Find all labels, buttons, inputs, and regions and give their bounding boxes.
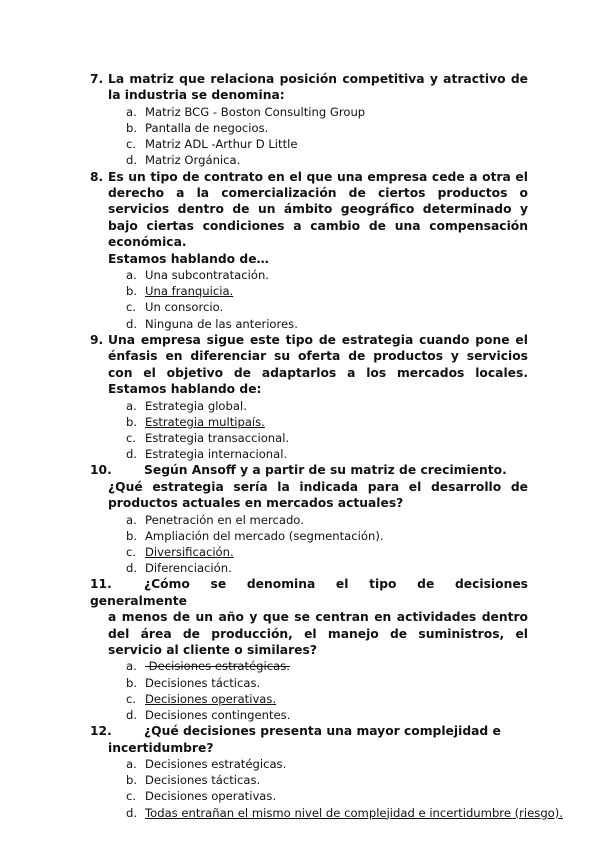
question-text <box>90 723 528 756</box>
question-8 <box>90 169 528 332</box>
option-text-struck: Decisiones estratégicas. <box>145 659 290 674</box>
question-10 <box>90 462 528 576</box>
option-text: Decisiones contingentes. <box>145 707 291 722</box>
option-b <box>126 283 528 299</box>
option-text: Penetración en el mercado. <box>145 512 304 527</box>
option-b <box>126 528 528 544</box>
option-letter: c. <box>126 430 137 445</box>
option-d <box>126 446 528 462</box>
option-letter: d. <box>126 707 138 722</box>
option-letter: b. <box>126 528 138 543</box>
option-letter: d. <box>126 447 138 462</box>
question-statement-rest: ¿Qué estrategia sería la indicada para el desarrollo de productos actuales en mercados actuales? <box>108 479 528 511</box>
option-text-selected: Decisiones operativas. <box>145 691 277 706</box>
question-11 <box>90 576 528 723</box>
option-text: Estrategia global. <box>145 398 247 413</box>
question-number: 11. <box>90 577 112 592</box>
question-statement: Una empresa sigue este tipo de estrategia cuando pone el énfasis en diferenciar su oferta de productos y servicios con el objetivo de adaptarlos a los mercados locales. Estamos hablando de: <box>108 332 528 397</box>
question-text <box>90 332 528 398</box>
question-9 <box>90 332 528 462</box>
option-list <box>90 398 528 463</box>
option-text-selected: Una franquicia. <box>145 284 234 299</box>
question-statement-first-line: ¿Cómo se denomina el tipo de decisiones generalmente <box>90 577 528 608</box>
question-subtext: Estamos hablando de… <box>108 251 269 266</box>
option-letter: b. <box>126 414 138 429</box>
option-text: Estrategia internacional. <box>145 447 288 462</box>
option-text: Ampliación del mercado (segmentación). <box>145 528 384 543</box>
option-list <box>90 104 528 169</box>
question-12 <box>90 723 563 821</box>
option-text: Estrategia transaccional. <box>145 430 290 445</box>
option-letter: a. <box>126 104 137 119</box>
option-a <box>126 512 528 528</box>
option-letter: c. <box>126 300 137 315</box>
question-number: 10. <box>90 463 112 478</box>
option-letter: b. <box>126 675 138 690</box>
option-text: Una subcontratación. <box>145 268 269 283</box>
option-list <box>90 658 528 723</box>
option-letter: c. <box>126 137 137 152</box>
option-letter: a. <box>126 757 137 771</box>
question-statement: La matriz que relaciona posición competitiva y atractivo de la industria se denomina: <box>108 72 528 103</box>
option-letter: a. <box>126 512 137 527</box>
option-d <box>126 152 528 168</box>
option-letter: d. <box>126 153 138 168</box>
question-number: 7. <box>90 72 104 86</box>
question-7 <box>90 71 528 169</box>
option-text: Pantalla de negocios. <box>145 121 269 136</box>
option-d <box>126 316 528 332</box>
option-a <box>126 104 528 120</box>
option-list <box>90 267 528 332</box>
question-statement: Es un tipo de contrato en el que una empresa cede a otra el derecho a la comercialización de ciertos productos o servicios dentro de un ámbito geográfico determinado y bajo ciertas condiciones a cambio de una compensación económica. <box>108 169 528 250</box>
option-letter: d. <box>126 805 138 820</box>
option-text: Decisiones tácticas. <box>145 675 261 690</box>
option-letter: b. <box>126 121 138 136</box>
option-letter: d. <box>126 561 138 576</box>
option-c <box>126 136 528 152</box>
option-text: Matriz BCG - Boston Consulting Group <box>145 104 366 119</box>
option-text: Matriz ADL -Arthur D Little <box>145 137 298 152</box>
option-letter: a. <box>126 268 137 283</box>
question-text <box>90 71 528 104</box>
question-statement-rest: incertidumbre? <box>108 740 214 755</box>
option-b <box>126 414 528 430</box>
question-statement-rest: a menos de un año y que se centran en actividades dentro del área de producción, el manejo de suministros, el servicio al cliente o similares? <box>108 610 528 657</box>
option-c <box>126 430 528 446</box>
option-text-selected: Todas entrañan el mismo nivel de complejidad e incertidumbre (riesgo). <box>145 805 563 820</box>
option-text: Decisiones tácticas. <box>145 773 261 788</box>
option-text: Matriz Orgánica. <box>145 153 241 168</box>
question-statement-first-line: Según Ansoff y a partir de su matriz de crecimiento. <box>144 463 507 478</box>
option-letter: c. <box>126 789 137 804</box>
question-text <box>90 462 528 511</box>
option-letter: b. <box>126 284 138 299</box>
option-c <box>126 544 528 560</box>
question-statement-first-line: ¿Qué decisiones presenta una mayor complejidad e <box>144 724 501 739</box>
option-letter: b. <box>126 773 138 788</box>
option-text-selected: Estrategia multipaís. <box>145 414 265 429</box>
option-text-selected: Diversificación. <box>145 544 234 559</box>
option-b <box>126 675 528 691</box>
option-a <box>126 267 528 283</box>
option-c <box>126 299 528 315</box>
option-c <box>126 788 528 804</box>
option-d <box>126 805 563 821</box>
option-d <box>126 707 528 723</box>
option-a <box>126 398 528 414</box>
option-c <box>126 691 528 707</box>
option-text: Decisiones operativas. <box>145 789 277 804</box>
question-number: 12. <box>90 724 112 739</box>
option-b <box>126 120 528 136</box>
option-letter: d. <box>126 316 138 331</box>
option-letter: a. <box>126 398 137 413</box>
option-text: Decisiones estratégicas. <box>145 757 287 771</box>
option-a <box>126 658 528 674</box>
option-text: Ninguna de las anteriores. <box>145 316 298 331</box>
question-number: 8. <box>90 169 104 184</box>
option-a <box>126 756 528 772</box>
option-list <box>90 756 563 821</box>
option-text: Un consorcio. <box>145 300 224 315</box>
option-list <box>90 512 528 577</box>
question-text <box>90 576 528 658</box>
option-letter: c. <box>126 544 137 559</box>
option-letter: c. <box>126 691 137 706</box>
option-letter: a. <box>126 659 137 674</box>
option-b <box>126 772 528 788</box>
question-list <box>90 71 563 821</box>
option-d <box>126 560 528 576</box>
option-text: Diferenciación. <box>145 561 232 576</box>
question-text <box>90 169 528 267</box>
question-number: 9. <box>90 332 104 347</box>
